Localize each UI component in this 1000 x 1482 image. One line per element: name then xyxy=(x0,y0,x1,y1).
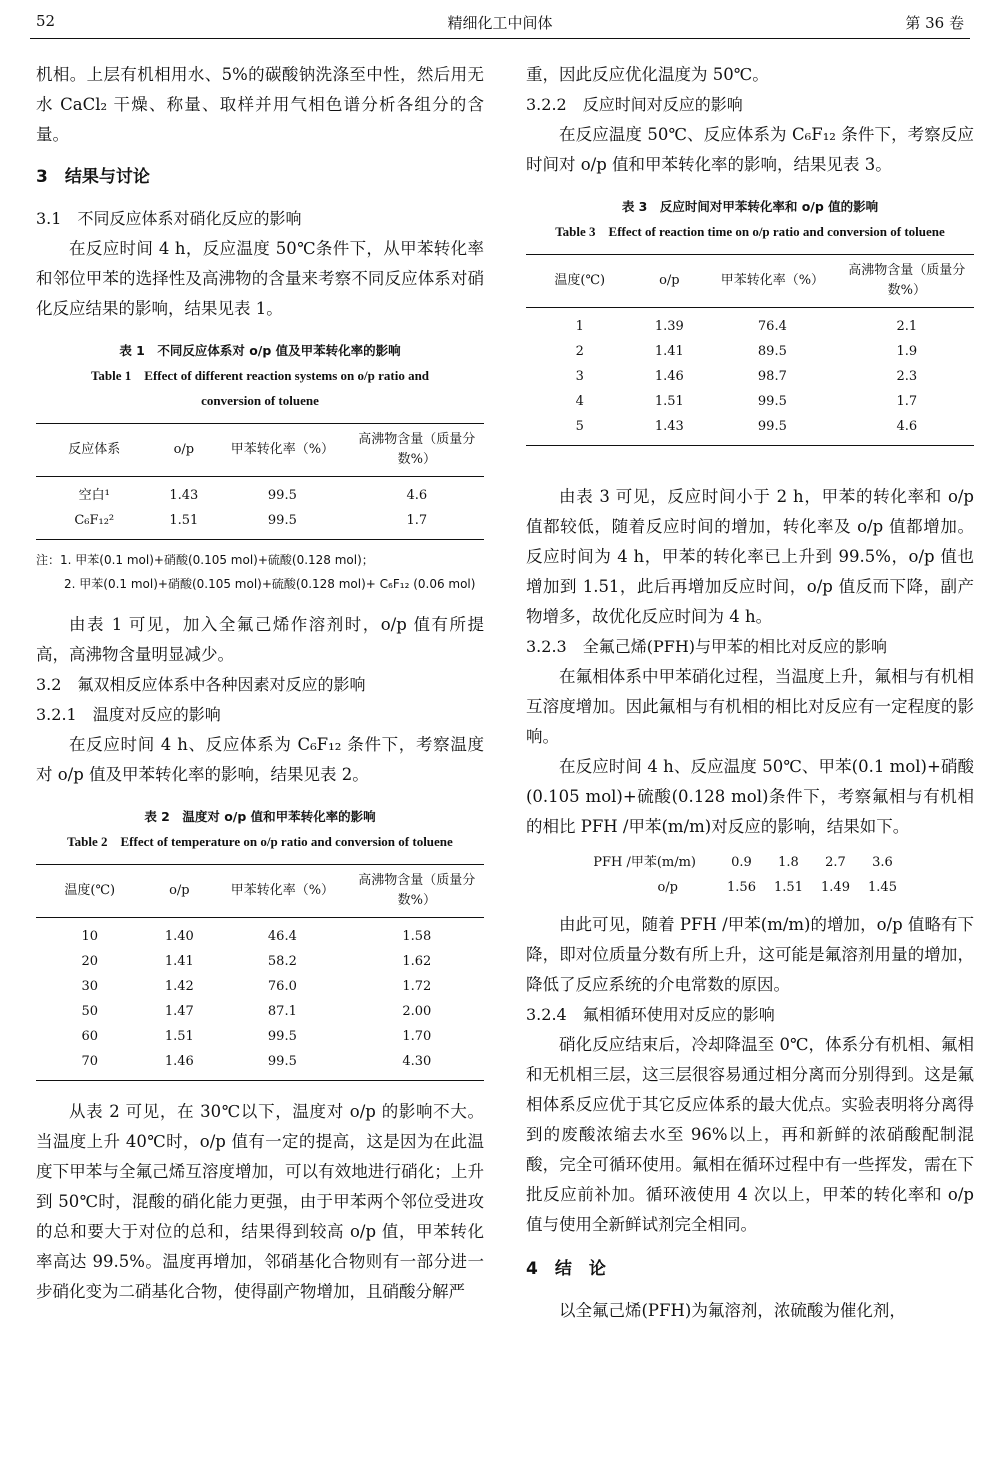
table-row xyxy=(526,339,974,364)
table-header: 高沸物含量（质量分数%） xyxy=(350,865,484,918)
ratio-value: 0.9 xyxy=(731,855,752,870)
table-header: 反应体系 xyxy=(36,424,152,477)
table-header: 温度(℃) xyxy=(526,255,634,308)
table-cell: 99.5 xyxy=(757,419,787,434)
table-cell: 50 xyxy=(81,1004,99,1019)
table-cell: 99.5 xyxy=(267,1029,297,1044)
table-3-caption-en: Table 3 Effect of reaction time on o/p ratio and conversion of toluene xyxy=(555,224,945,239)
table-cell: 87.1 xyxy=(267,1004,297,1019)
subsection-heading: 3.2.4 氟相循环使用对反应的影响 xyxy=(526,1005,775,1024)
ratio-value: 1.49 xyxy=(821,880,850,895)
table-cell: 1.41 xyxy=(654,344,684,359)
table-header: 高沸物含量（质量分数%） xyxy=(350,424,484,477)
section-heading: 3 结果与讨论 xyxy=(36,167,150,187)
table-row xyxy=(36,1049,484,1081)
table-cell: 4.30 xyxy=(402,1054,432,1069)
table-cell: 1.7 xyxy=(896,394,918,409)
table-cell: 99.5 xyxy=(757,394,787,409)
table-cell: 2 xyxy=(575,344,584,359)
paragraph: 机相。上层有机相用水、5%的碳酸钠洗涤至中性，然后用无水 CaCl₂ 干燥、称量、取样并用气相色谱分析各组分的含量。 xyxy=(36,65,484,144)
table-cell: 1.43 xyxy=(169,488,199,503)
table-cell: 1.62 xyxy=(402,954,432,969)
table-header: 甲苯转化率（%） xyxy=(705,255,839,308)
table-cell: 98.7 xyxy=(757,369,787,384)
table-cell: 空白¹ xyxy=(78,488,110,503)
paragraph: 在反应时间 4 h、反应温度 50℃、甲苯(0.1 mol)+硝酸(0.105 mol)+硫酸(0.128 mol)条件下，考察氟相与有机相的相比 PFH /甲苯(m/m)对反应的影响，结果如下。 xyxy=(526,757,974,836)
table-3-caption: 表 3 反应时间对甲苯转化率和 o/p 值的影响 xyxy=(621,199,879,214)
table-1-caption: 表 1 不同反应体系对 o/p 值及甲苯转化率的影响 xyxy=(119,343,401,358)
table-cell: 5 xyxy=(575,419,584,434)
table-cell: 1.41 xyxy=(164,954,194,969)
table-cell: 99.5 xyxy=(267,1054,297,1069)
table-cell: 3 xyxy=(575,369,584,384)
table-header: o/p xyxy=(144,865,216,918)
table-cell: 20 xyxy=(81,954,99,969)
table-cell: 1.43 xyxy=(654,419,684,434)
table-cell: 70 xyxy=(81,1054,99,1069)
section-heading: 4 结 论 xyxy=(526,1259,606,1279)
table-row xyxy=(36,477,484,509)
table-1-caption-en: Table 1 Effect of different reaction systems on o/p ratio and conversion of toluene xyxy=(90,368,430,408)
subsection-heading: 3.2 氟双相反应体系中各种因素对反应的影响 xyxy=(36,675,366,694)
table-cell: 99.5 xyxy=(267,513,297,528)
table-row xyxy=(36,918,484,950)
header-rule xyxy=(30,38,970,39)
journal-name: 精细化工中间体 xyxy=(447,14,553,32)
ratio-value: 1.56 xyxy=(727,880,756,895)
table-header: 甲苯转化率（%） xyxy=(215,865,349,918)
table-cell: 10 xyxy=(81,929,99,944)
paragraph: 在反应时间 4 h，反应温度 50℃条件下，从甲苯转化率和邻位甲苯的选择性及高沸物的含量来考察不同反应体系对硝化反应结果的影响，结果见表 1。 xyxy=(36,239,484,318)
table-1-note: 2. 甲苯(0.1 mol)+硝酸(0.105 mol)+硫酸(0.128 mol)+ C₆F₁₂ (0.06 mol) xyxy=(64,577,476,591)
table-cell: 1.51 xyxy=(164,1029,194,1044)
table-cell: 60 xyxy=(81,1029,99,1044)
table-cell: 99.5 xyxy=(267,488,297,503)
table-row xyxy=(526,389,974,414)
right-column xyxy=(526,60,974,1326)
ratio-value: 2.7 xyxy=(825,855,846,870)
table-cell: 1.72 xyxy=(402,979,432,994)
table-cell: 1.7 xyxy=(406,513,428,528)
table-2-caption: 表 2 温度对 o/p 值和甲苯转化率的影响 xyxy=(144,809,376,824)
table-cell: C₆F₁₂² xyxy=(74,513,115,528)
table-cell: 4.6 xyxy=(896,419,918,434)
table-row xyxy=(526,364,974,389)
paragraph: 硝化反应结束后，冷却降温至 0℃，体系分有机相、氟相和无机相三层，这三层很容易通过相分离而分别得到。这是氟相体系反应优于其它反应体系的最大优点。实验表明将分离得到的废酸浓缩去水至 96%以上，再和新鲜的浓硝酸配制混酸，完全可循环使用。氟相在循环过程中有一些挥发，需在下批反应前补加。循环液使用 4 次以上，甲苯的转化率和 o/p 值与使用全新鲜试剂完全相同。 xyxy=(526,1035,974,1234)
table-header: 温度(℃) xyxy=(36,865,144,918)
table-header: o/p xyxy=(152,424,215,477)
table-cell: 30 xyxy=(81,979,99,994)
table-cell: 2.00 xyxy=(402,1004,432,1019)
ratio-value: 3.6 xyxy=(872,855,893,870)
table-header: 高沸物含量（质量分数%） xyxy=(840,255,974,308)
table-row xyxy=(36,999,484,1024)
table-cell: 2.3 xyxy=(896,369,918,384)
table-cell: 76.0 xyxy=(267,979,297,994)
volume-label: 第 36 卷 xyxy=(905,14,964,32)
paragraph: 由此可见，随着 PFH /甲苯(m/m)的增加，o/p 值略有下降，即对位质量分数有所上升，这可能是氟溶剂用量的增加，降低了反应系统的介电常数的原因。 xyxy=(526,915,974,994)
page-number: 52 xyxy=(36,12,56,30)
paragraph: 从表 2 可见，在 30℃以下，温度对 o/p 的影响不大。当温度上升 40℃时，o/p 值有一定的提高，这是因为在此温度下甲苯与全氟己烯互溶度增加，可以有效地进行硝化；上升到 50℃时，混酸的硝化能力更强，由于甲苯两个邻位受进攻的总和要大于对位的总和，结果得到较高 o/p 值，甲苯转化率高达 99.5%。温度再增加，邻硝基化合物则有一部分进一步硝化变为二硝基化合物，使得副产物增加，且硝酸分解严 xyxy=(36,1102,484,1301)
table-cell: 1.58 xyxy=(402,929,432,944)
table-row xyxy=(36,508,484,540)
table-cell: 4.6 xyxy=(406,488,428,503)
table-cell: 1.39 xyxy=(654,319,684,334)
paragraph: 在氟相体系中甲苯硝化过程，当温度上升，氟相与有机相互溶度增加。因此氟相与有机相的相比对反应有一定程度的影响。 xyxy=(526,667,974,746)
paragraph: 在反应时间 4 h、反应体系为 C₆F₁₂ 条件下，考察温度对 o/p 值及甲苯转化率的影响，结果见表 2。 xyxy=(36,735,484,784)
pfh-ratio-table xyxy=(566,850,906,900)
table-row xyxy=(36,974,484,999)
subsection-heading: 3.1 不同反应体系对硝化反应的影响 xyxy=(36,209,302,228)
table-cell: 1.42 xyxy=(164,979,194,994)
ratio-label: o/p xyxy=(657,880,678,895)
subsection-heading: 3.2.1 温度对反应的影响 xyxy=(36,705,221,724)
table-cell: 4 xyxy=(575,394,584,409)
table-cell: 1.47 xyxy=(164,1004,194,1019)
table-cell: 1.51 xyxy=(654,394,684,409)
subsection-heading: 3.2.2 反应时间对反应的影响 xyxy=(526,95,743,114)
table-cell: 1 xyxy=(575,319,584,334)
table-row xyxy=(526,308,974,340)
table-cell: 76.4 xyxy=(757,319,787,334)
left-column xyxy=(36,60,484,1307)
table-header: 甲苯转化率（%） xyxy=(215,424,349,477)
page-header xyxy=(36,12,964,36)
paragraph: 重，因此反应优化温度为 50℃。 xyxy=(526,65,769,84)
paragraph: 由表 1 可见，加入全氟己烯作溶剂时，o/p 值有所提高，高沸物含量明显减少。 xyxy=(36,615,484,664)
ratio-value: 1.8 xyxy=(778,855,799,870)
paragraph: 由表 3 可见，反应时间小于 2 h，甲苯的转化率和 o/p 值都较低，随着反应时间的增加，转化率及 o/p 值都增加。反应时间为 4 h，甲苯的转化率已上升到 99.5%，o/p 值也增加到 1.51，此后再增加反应时间，o/p 值反而下降，副产物增多，故优化反应时间为 4 h。 xyxy=(526,487,974,626)
table-row xyxy=(36,949,484,974)
paragraph: 在反应温度 50℃、反应体系为 C₆F₁₂ 条件下，考察反应时间对 o/p 值和甲苯转化率的影响，结果见表 3。 xyxy=(526,125,974,174)
table-cell: 1.40 xyxy=(164,929,194,944)
table-header: o/p xyxy=(634,255,706,308)
table-cell: 1.46 xyxy=(654,369,684,384)
table-cell: 46.4 xyxy=(267,929,297,944)
table-cell: 1.70 xyxy=(402,1029,432,1044)
table-cell: 1.51 xyxy=(169,513,199,528)
table-cell: 1.46 xyxy=(164,1054,194,1069)
table-cell: 58.2 xyxy=(267,954,297,969)
table-2 xyxy=(36,864,484,1081)
paragraph: 以全氟己烯(PFH)为氟溶剂，浓硫酸为催化剂， xyxy=(559,1301,906,1320)
table-1-note: 注：1. 甲苯(0.1 mol)+硝酸(0.105 mol)+硫酸(0.128 mol)； xyxy=(36,553,374,567)
ratio-label: PFH /甲苯(m/m) xyxy=(593,855,696,870)
subsection-heading: 3.2.3 全氟己烯(PFH)与甲苯的相比对反应的影响 xyxy=(526,637,888,656)
table-1 xyxy=(36,423,484,540)
table-row xyxy=(526,414,974,446)
table-cell: 89.5 xyxy=(757,344,787,359)
ratio-value: 1.51 xyxy=(774,880,803,895)
table-row xyxy=(36,1024,484,1049)
table-2-caption-en: Table 2 Effect of temperature on o/p ratio and conversion of toluene xyxy=(67,834,453,849)
table-3 xyxy=(526,254,974,446)
table-cell: 2.1 xyxy=(896,319,918,334)
ratio-value: 1.45 xyxy=(868,880,897,895)
table-cell: 1.9 xyxy=(896,344,918,359)
